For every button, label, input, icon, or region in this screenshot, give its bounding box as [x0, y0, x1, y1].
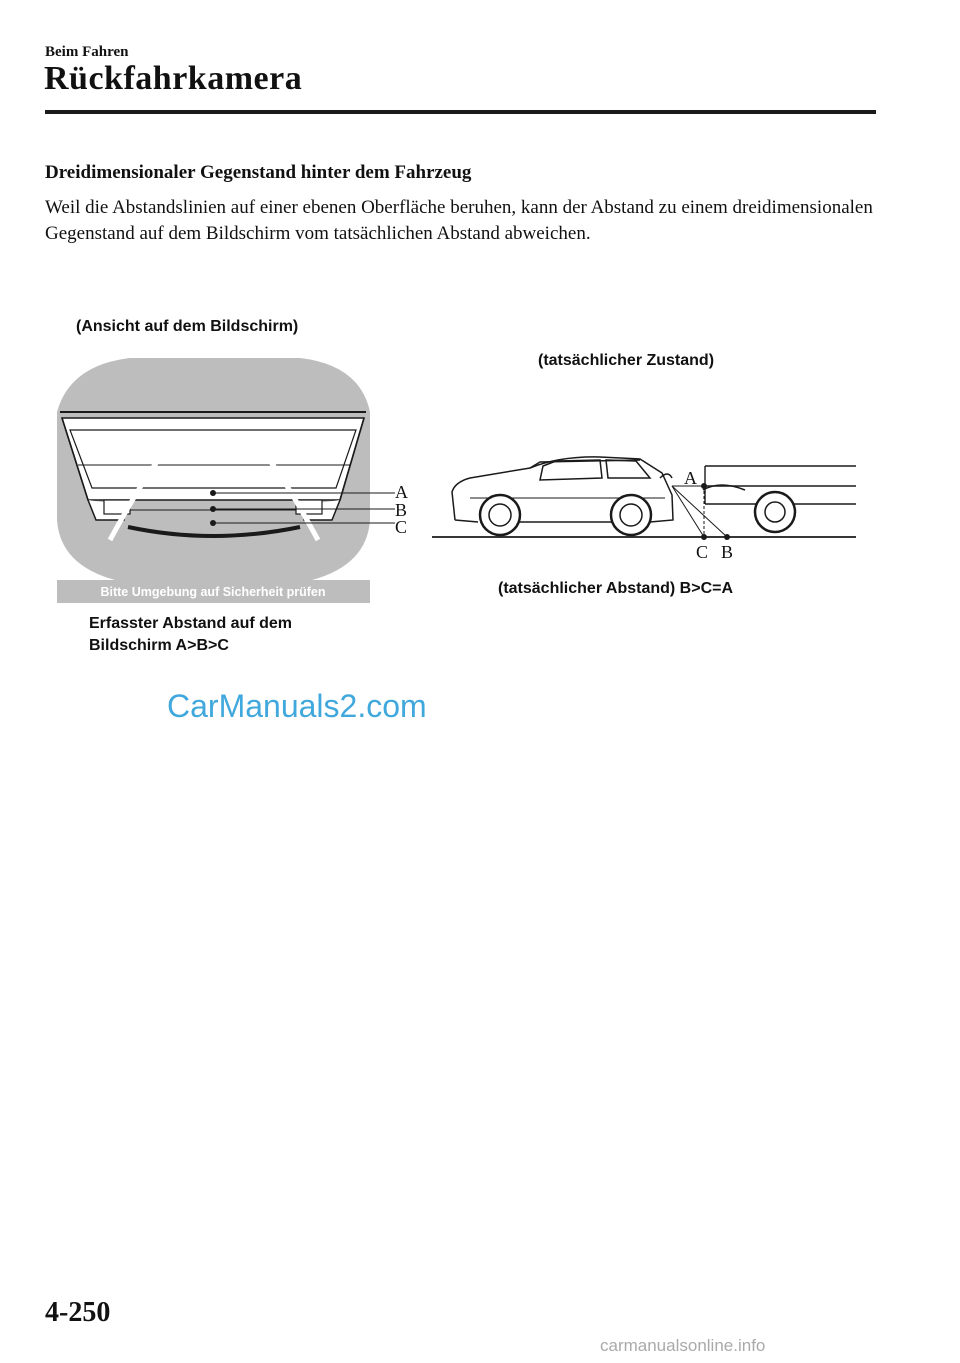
- measured-caption-line1: Erfasster Abstand auf dem: [89, 615, 293, 632]
- camera-distance-figure: [0, 0, 960, 680]
- label-a-screen: A: [395, 482, 408, 502]
- body-paragraph: Weil die Abstandslinien auf einer ebenen Oberfläche beruhen, kann der Abstand zu einem dreidimensionalen Gegenstand auf dem Bildschirm vom tatsächlichen Abstand abweichen.: [45, 197, 873, 244]
- camera-screen-view: [57, 345, 408, 603]
- measured-caption-line2: Bildschirm A>B>C: [89, 637, 229, 654]
- label-b-side: B: [721, 542, 734, 562]
- screen-view-caption: (Ansicht auf dem Bildschirm): [76, 318, 299, 335]
- actual-distance-caption: (tatsächlicher Abstand) B>C=A: [498, 580, 734, 597]
- label-c-side: C: [696, 542, 709, 562]
- label-c-screen: C: [395, 517, 408, 537]
- watermark-link[interactable]: CarManuals2.com: [167, 688, 427, 724]
- section-label: Beim Fahren: [45, 44, 129, 60]
- side-view-illustration: [432, 457, 856, 537]
- footer-site-watermark: carmanualsonline.info: [600, 1336, 766, 1355]
- page-number: 4-250: [45, 1297, 111, 1328]
- screen-warning-banner: Bitte Umgebung auf Sicherheit prüfen: [100, 585, 326, 599]
- subheading: Dreidimensionaler Gegenstand hinter dem Fahrzeug: [45, 162, 472, 183]
- label-a-side: A: [684, 468, 697, 488]
- measured-distance-caption: [89, 613, 292, 657]
- label-b-screen: B: [395, 500, 408, 520]
- actual-condition-caption: (tatsächlicher Zustand): [538, 352, 715, 369]
- page-title: Rückfahrkamera: [44, 60, 303, 97]
